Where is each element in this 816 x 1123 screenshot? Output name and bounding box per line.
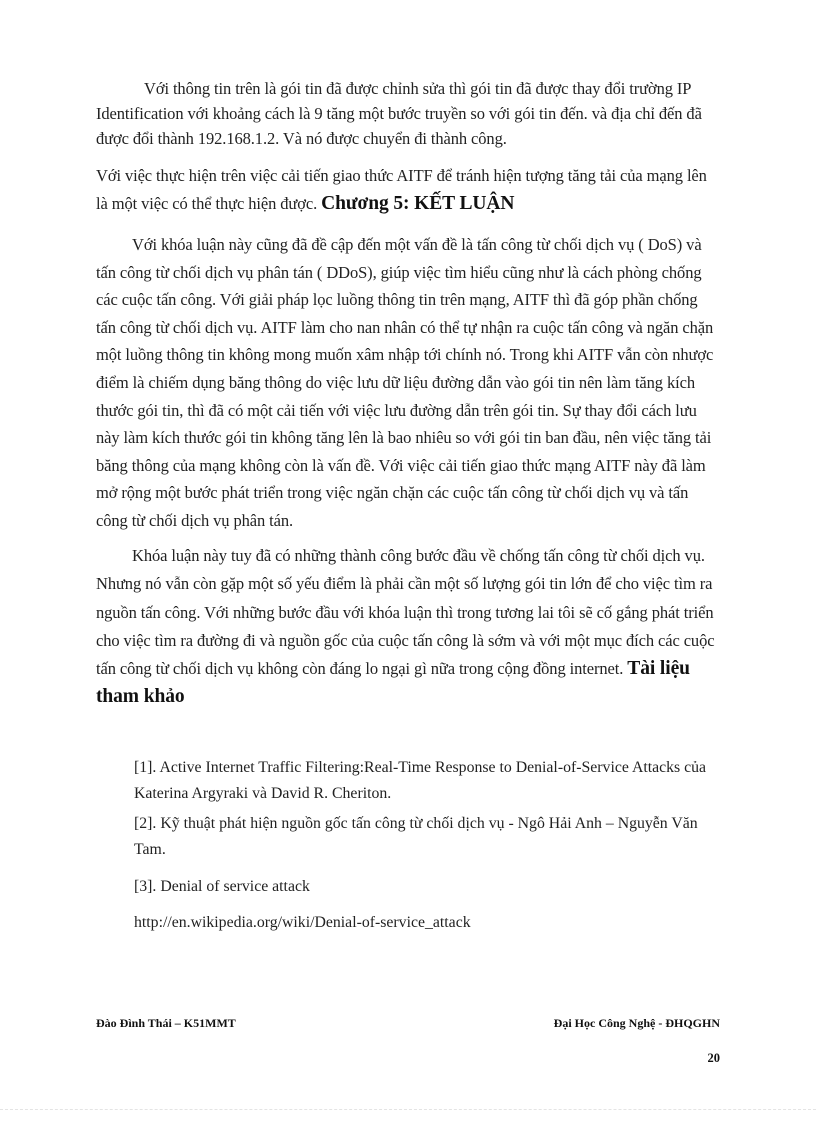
page-number: 20 bbox=[707, 1051, 720, 1065]
reference-item: [3]. Denial of service attack bbox=[134, 878, 310, 895]
reference-item: [2]. Kỹ thuật phát hiện nguồn gốc tấn công từ chối dịch vụ - Ngô Hải Anh – Nguyễn Văn Tam. bbox=[134, 815, 698, 858]
page-bottom-divider bbox=[0, 1109, 816, 1110]
paragraph-future-work bbox=[96, 542, 720, 712]
paragraph-aitf-improvement bbox=[96, 162, 720, 217]
reference-item: [1]. Active Internet Traffic Filtering:Real-Time Response to Denial-of-Service Attacks của Katerina Argyraki và David R. Cheriton. bbox=[134, 759, 707, 802]
footer-author: Đào Đình Thái – K51MMT bbox=[96, 1016, 236, 1030]
paragraph-future-text: Khóa luận này tuy đã có những thành công bước đầu về chống tấn công từ chối dịch vụ. Nhưng nó vẫn còn gặp một số yếu điểm là phải cần một số lượng gói tin lớn để cho việc tìm ra nguồn tấn công. Với những bước đầu với khóa luận thì trong tương lai tôi sẽ cố gắng phát triển cho việc tìm ra đường đi và nguồn gốc của cuộc tấn công là sớm và với một mục đích các cuộc tấn công từ chối dịch vụ không còn đáng lo ngại gì nữa trong cộng đồng internet. bbox=[96, 546, 715, 679]
chapter-heading: Chương 5: KẾT LUẬN bbox=[321, 192, 515, 214]
paragraph-packet-modified: Với thông tin trên là gói tin đã được chỉnh sửa thì gói tin đã được thay đổi trường IP Identification với khoảng cách là 9 tăng một bước truyền so với gói tin đến. và địa chỉ đến đã được đổi thành 192.168.1.2. Và nó được chuyển đi thành công. bbox=[96, 79, 702, 148]
footer-university: Đại Học Công Nghệ - ĐHQGHN bbox=[553, 1016, 720, 1030]
paragraph-aitf-text: Với việc thực hiện trên việc cải tiến giao thức AITF để tránh hiện tượng tăng tải của mạng lên là một việc có thể thực hiện được. bbox=[96, 166, 707, 213]
references-heading: Tài liệu tham khảo bbox=[96, 658, 690, 708]
reference-url: http://en.wikipedia.org/wiki/Denial-of-service_attack bbox=[134, 914, 471, 931]
paragraph-conclusion: Với khóa luận này cũng đã đề cập đến một vấn đề là tấn công từ chối dịch vụ ( DoS) và tấn công từ chối dịch vụ phân tán ( DDoS), giúp việc tìm hiểu cũng như là cách phòng chống các cuộc tấn công. Với giải pháp lọc luồng thông tin trên mạng, AITF thì đã góp phần chống tấn công từ chối dịch vụ. AITF làm cho nan nhân có thể tự nhận ra cuộc tấn công và ngăn chặn một luồng thông tin không mong muốn xâm nhập tới chính nó. Trong khi AITF vẫn còn nhược điểm là chiếm dụng băng thông do việc lưu dữ liệu đường dẫn vào gói tin nên làm tăng kích thước gói tin, thì đã có một cải tiến với việc lưu đường dẫn trên gói tin. Sự thay đổi cách lưu này làm kích thước gói tin không tăng lên là bao nhiêu so với gói tin ban đầu, nên việc tăng tải băng thông của mạng không còn là vấn đề. Với việc cải tiến giao thức mạng AITF này đã làm mở rộng một bước phát triển trong việc ngăn chặn các cuộc tấn công từ chối dịch vụ và tấn công từ chối dịch vụ phân tán. bbox=[96, 235, 714, 530]
